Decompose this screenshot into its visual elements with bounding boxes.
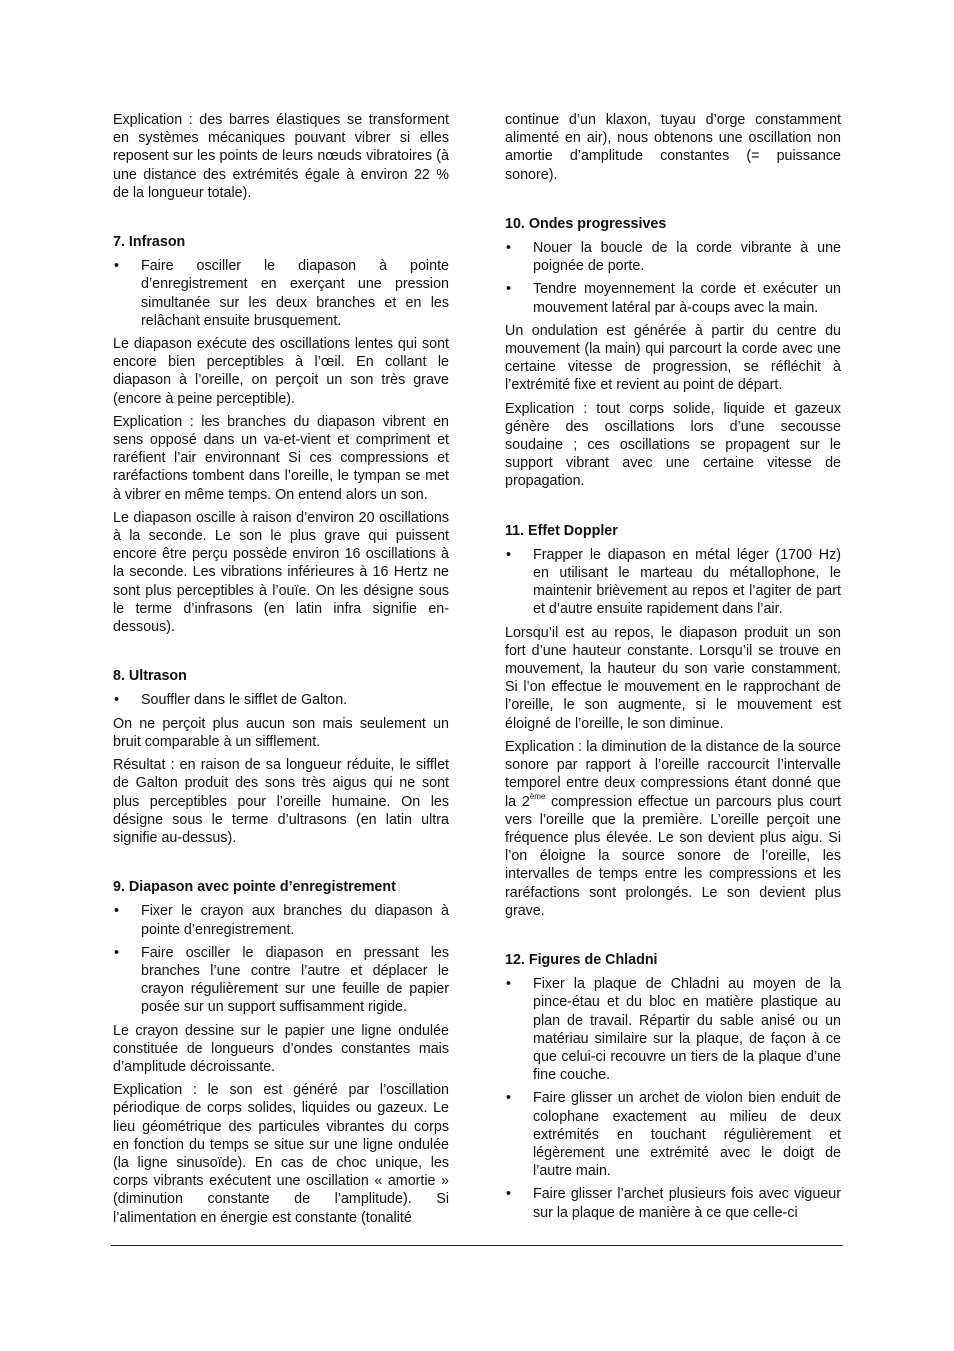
paragraph: On ne perçoit plus aucun son mais seulement un bruit comparable à un sifflement. xyxy=(113,715,449,750)
paragraph: Le diapason oscille à raison d’environ 20 oscillations à la seconde. Le son le plus grave qui puissent encore être perçu possède environ 16 oscillations à la seconde. Les vibrations inférieures à 16 Hertz ne sont plus perceptibles à l’ouïe. On les désigne sous le terme d’infrasons (en latin infra signifie en-dessous). xyxy=(113,509,449,636)
paragraph: Explication : tout corps solide, liquide et gazeux génère des oscillations lors d’une secousse soudaine ; ces oscillations se propagent sur le support vibrant avec une certaine vitesse de propagation. xyxy=(505,400,841,490)
superscript: ème xyxy=(529,791,546,801)
bullet-list-infrason xyxy=(113,257,449,330)
section-heading-chladni: 12. Figures de Chladni xyxy=(505,951,658,968)
list-item: • Frapper le diapason en métal léger (1700 Hz) en utilisant le marteau du métallophone, le maintenir brièvement au repos et l’agiter de part et d’autre ensuite rapidement dans l’air. xyxy=(505,546,841,619)
list-item: • Fixer le crayon aux branches du diapason à pointe d’enregistrement. xyxy=(113,902,449,938)
paragraph: Un ondulation est générée à partir du centre du mouvement (la main) qui parcourt la corde avec une certaine vitesse de progression, se réfléchit à l’extrémité fixe et revient au point de départ. xyxy=(505,322,841,394)
left-column xyxy=(113,111,449,1232)
paragraph: Explication : les branches du diapason vibrent en sens opposé dans un va-et-vient et compriment et raréfient l’air environnant Si ces compressions et raréfactions tombent dans l’oreille, le tympan se met à vibrer en même temps. On entend alors un son. xyxy=(113,413,449,503)
list-item: • Nouer la boucle de la corde vibrante à une poignée de porte. xyxy=(505,239,841,275)
paragraph: Lorsqu’il est au repos, le diapason produit un son fort d’une hauteur constante. Lorsqu’il se trouve en mouvement, la hauteur du son varie constamment. Si l’on effectue le mouvement en le rapprochant de l’oreille, le son augmente, si le mouvement est éloigné de l’oreille, le son diminue. xyxy=(505,624,841,732)
paragraph: Explication : le son est généré par l’oscillation périodique de corps solides, liquides ou gazeux. Le lieu géométrique des particules vibrantes du corps en fonction du temps se situe sur une ligne ondulée (la ligne sinusoïde). En cas de choc unique, les corps vibrants exécutent une oscillation « amortie » (diminution constante de l’amplitude). Si l’alimentation en énergie est constante (tonalité xyxy=(113,1082,449,1226)
list-item: • Tendre moyennement la corde et exécuter un mouvement latéral par à-coups avec la main. xyxy=(505,280,841,316)
text-run: compression effectue un parcours plus court vers l’oreille que la première. L’oreille perçoit une fréquence plus élevée. Le son devient plus aigu. Si l’on éloigne la source sonore de l’oreille, les intervalles de temps entre les compressions et les raréfactions sont prolongés. Le son devient plus grave. xyxy=(505,793,842,919)
section-heading-diapason: 9. Diapason avec pointe d’enregistrement xyxy=(113,879,396,896)
paragraph: Le diapason exécute des oscillations lentes qui sont encore bien perceptibles à l’œil. En collant le diapason à l’oreille, on perçoit un son très grave (encore à peine perceptible). xyxy=(113,336,449,407)
paragraph: Résultat : en raison de sa longueur réduite, le sifflet de Galton produit des sons très aigus qui ne sont plus perceptibles pour l’oreille humaine. On les désigne sous le terme d’ultrasons (en latin ultra signifie au-dessus). xyxy=(113,757,449,846)
continued-paragraph: continue d’un klaxon, tuyau d’orge constamment alimenté en air), nous obtenons une oscillation non amortie d’amplitude constantes (= puissance sonore). xyxy=(505,112,841,183)
footer-rule xyxy=(111,1245,843,1246)
bullet-list-ultrason xyxy=(113,691,449,709)
list-item: • Fixer la plaque de Chladni au moyen de la pince-étau et du bloc en matière plastique au plan de travail. Répartir du sable anisé ou un matériau similaire sur la plaque, de façon à ce que celui-ci recouvre un tiers de la plaque d’une fine couche. xyxy=(505,975,841,1084)
section-heading-effet-doppler: 11. Effet Doppler xyxy=(505,522,618,539)
bullet-list-doppler xyxy=(505,546,841,619)
list-item: • Faire osciller le diapason à pointe d’enregistrement en exerçant une pression simultanée sur les deux branches et en les relâchant ensuite brusquement. xyxy=(113,257,449,330)
bullet-list-chladni xyxy=(505,975,841,1222)
section-heading-ultrason: 8. Ultrason xyxy=(113,668,187,685)
bullet-list-diapason xyxy=(113,902,449,1016)
bullet-list-ondes xyxy=(505,239,841,317)
list-item: • Souffler dans le sifflet de Galton. xyxy=(113,691,449,709)
paragraph: Le crayon dessine sur le papier une ligne ondulée constituée de longueurs d’ondes constantes mais d’amplitude décroissante. xyxy=(113,1022,449,1075)
list-item: • Faire osciller le diapason en pressant les branches l’une contre l’autre et déplacer le crayon régulièrement sur une feuille de papier posée sur un support suffisamment rigide. xyxy=(113,944,449,1017)
paragraph-with-superscript xyxy=(505,738,841,920)
list-item: • Faire glisser un archet de violon bien enduit de colophane exactement au milieu de deux extrémités en touchant régulièrement et légèrement une extrémité avec le doigt de l’autre main. xyxy=(505,1089,841,1180)
section-heading-infrason: 7. Infrason xyxy=(113,234,186,251)
intro-paragraph: Explication : des barres élastiques se transforment en systèmes mécaniques pouvant vibrer si elles reposent sur les points de leurs nœuds vibratoires (à une distance des extrémités égale à environ 22 % de la longueur totale). xyxy=(113,112,449,201)
text-run: Explication : la diminution de la distance de la source sonore par rapport à l’oreille raccourcit l’intervalle temporel entre deux compressions étant donné que la 2 xyxy=(505,738,841,810)
list-item: • Faire glisser l’archet plusieurs fois avec vigueur sur la plaque de manière à ce que celle-ci xyxy=(505,1185,841,1221)
right-column xyxy=(505,111,841,1227)
section-heading-ondes-progressives: 10. Ondes progressives xyxy=(505,215,667,232)
